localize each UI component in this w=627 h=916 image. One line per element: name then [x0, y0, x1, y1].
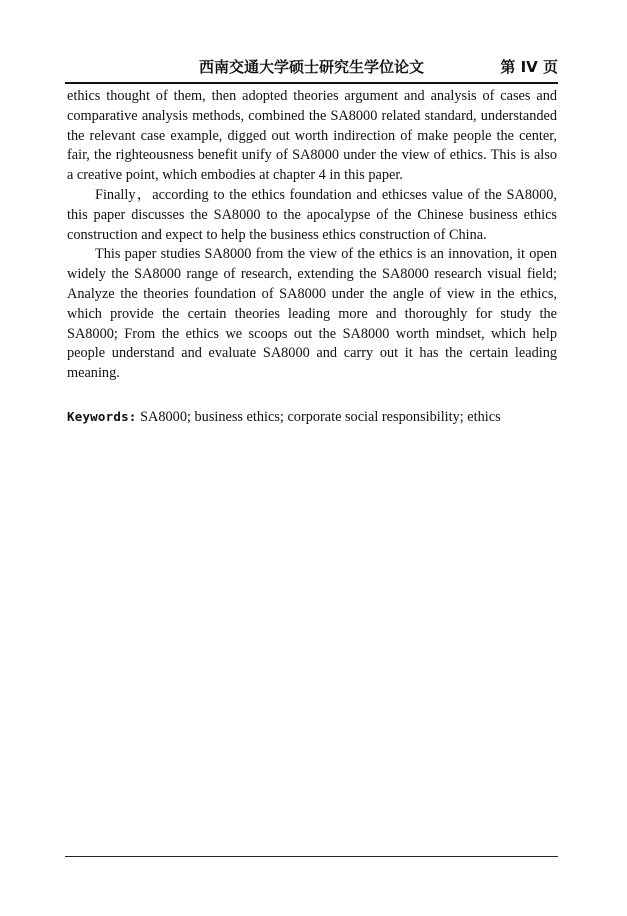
page-number: 第 IV 页: [500, 58, 558, 76]
header-divider: [65, 82, 558, 84]
footer-divider: [65, 856, 558, 857]
page-header: [65, 56, 558, 80]
keywords-line: [67, 407, 557, 428]
keywords-label: Keywords:: [67, 409, 137, 424]
paragraph-innovation: This paper studies SA8000 from the view of the ethics is an innovation, it open widely the SA8000 range of research, extending the SA8000 research visual field; Analyze the theories foundation of SA8000 under the angle of view in the ethics, which provide the certain theories leading more and thoroughly for study the SA8000; From the ethics we scoops out the SA8000 worth mindset, which help people understand and evaluate SA8000 and carry out it has the certain leading meaning.: [67, 246, 557, 382]
keywords-value: SA8000; business ethics; corporate social responsibility; ethics: [136, 409, 501, 425]
abstract-body: [67, 87, 557, 384]
thesis-title: 西南交通大学硕士研究生学位论文: [198, 58, 424, 76]
paragraph-continuation: ethics thought of them, then adopted theories argument and analysis of cases and comparative analysis methods, combined the SA8000 related standard, understanded the relevant case example, digged out worth indirection of make people the center, fair, the righteousness benefit unify of SA8000 under the view of ethics. This is also a creative point, which embodies at chapter 4 in this paper.: [67, 88, 557, 184]
paragraph-finally: Finally，according to the ethics foundation and ethicses value of the SA8000, this paper discusses the SA8000 to the apocalypse of the Chinese business ethics construction and expect to help the business ethics construction of China.: [67, 186, 557, 243]
